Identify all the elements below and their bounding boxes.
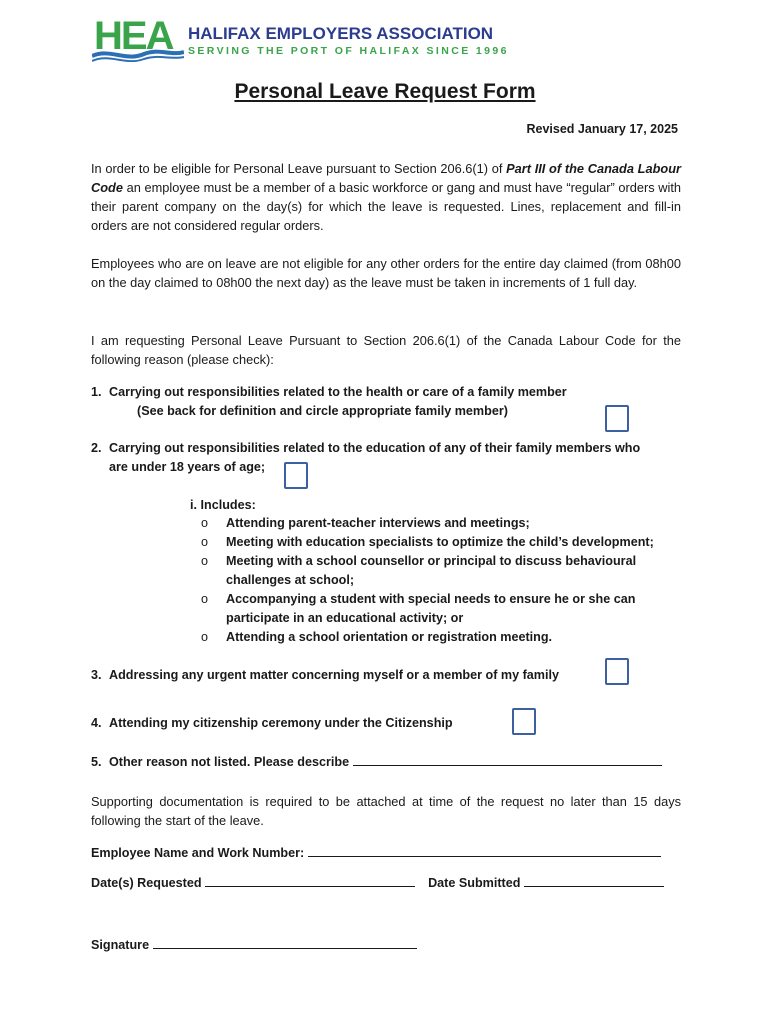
dates-row bbox=[91, 873, 664, 893]
reason-1-checkbox[interactable] bbox=[605, 405, 629, 432]
bullet-mark: o bbox=[201, 592, 209, 606]
reason-3-checkbox[interactable] bbox=[605, 658, 629, 685]
reason-1 bbox=[91, 383, 567, 421]
reason-text: Carrying out responsibilities related to the education of any of their family members who bbox=[109, 441, 641, 455]
labour-code-ref: Part III of the Canada Labour Code bbox=[91, 161, 682, 195]
reason-number: 2. bbox=[91, 441, 102, 455]
list-item-text: Meeting with education specialists to optimize the child’s development; bbox=[226, 535, 654, 549]
list-item bbox=[201, 552, 691, 590]
reason-number: 3. bbox=[91, 668, 102, 682]
reason-note: (See back for definition and circle appropriate family member) bbox=[137, 404, 508, 418]
reason-2-checkbox[interactable] bbox=[284, 462, 308, 489]
includes-list bbox=[201, 514, 691, 647]
reason-4 bbox=[91, 714, 453, 733]
other-reason-field[interactable] bbox=[353, 752, 662, 766]
hea-logo bbox=[92, 12, 184, 62]
reason-5 bbox=[91, 752, 662, 772]
reason-4-checkbox[interactable] bbox=[512, 708, 536, 735]
signature-field[interactable] bbox=[153, 935, 417, 949]
dates-requested-field[interactable] bbox=[205, 873, 415, 887]
intro-text-a: In order to be eligible for Personal Leave pursuant to Section 206.6(1) of bbox=[91, 161, 507, 176]
includes-label: i. Includes: bbox=[190, 498, 256, 512]
list-item bbox=[201, 590, 691, 628]
list-item bbox=[201, 514, 691, 533]
reason-number: 5. bbox=[91, 755, 102, 769]
org-lockup bbox=[188, 24, 509, 58]
reason-text: Addressing any urgent matter concerning myself or a member of my family bbox=[109, 668, 559, 682]
signature-label: Signature bbox=[91, 938, 150, 952]
employee-name-field[interactable] bbox=[308, 843, 661, 857]
list-item-text: Meeting with a school counsellor or principal to discuss behavioural challenges at school; bbox=[226, 554, 637, 587]
reason-number: 1. bbox=[91, 385, 102, 399]
reason-text-cont: are under 18 years of age; bbox=[109, 460, 266, 474]
bullet-mark: o bbox=[201, 630, 209, 644]
intro-request: I am requesting Personal Leave Pursuant to Section 206.6(1) of the Canada Labour Code for the following reason (please check): bbox=[91, 333, 681, 367]
date-submitted-label: Date Submitted bbox=[428, 876, 521, 890]
list-item-text: Attending parent-teacher interviews and meetings; bbox=[226, 516, 530, 530]
reason-text: Attending my citizenship ceremony under the Citizenship bbox=[109, 716, 453, 730]
reason-text: Other reason not listed. Please describe bbox=[109, 755, 350, 769]
form-title: Personal Leave Request Form bbox=[234, 80, 536, 103]
employee-name-label: Employee Name and Work Number: bbox=[91, 846, 305, 860]
intro-eligibility bbox=[91, 159, 681, 235]
dates-requested-label: Date(s) Requested bbox=[91, 876, 202, 890]
org-tagline: SERVING THE PORT OF HALIFAX SINCE 1996 bbox=[188, 45, 509, 57]
list-item bbox=[201, 628, 691, 647]
org-name: HALIFAX EMPLOYERS ASSOCIATION bbox=[188, 24, 494, 43]
letterhead bbox=[92, 12, 509, 62]
revised-date: Revised January 17, 2025 bbox=[526, 122, 678, 136]
reason-text: Carrying out responsibilities related to the health or care of a family member bbox=[109, 385, 567, 399]
reason-2 bbox=[91, 439, 640, 477]
supporting-docs-note: Supporting documentation is required to be attached at time of the request no later than 15 days following the start of the leave. bbox=[91, 794, 681, 828]
reason-3 bbox=[91, 666, 559, 685]
employee-name-row bbox=[91, 843, 661, 863]
list-item bbox=[201, 533, 691, 552]
bullet-mark: o bbox=[201, 535, 209, 549]
signature-row bbox=[91, 935, 417, 955]
list-item-text: Attending a school orientation or registration meeting. bbox=[226, 630, 553, 644]
intro-leave-rules: Employees who are on leave are not eligible for any other orders for the entire day claimed (from 08h00 on the day claimed to 08h00 the next day) as the leave must be taken in increments of 1 full day. bbox=[91, 256, 681, 290]
list-item-text: Accompanying a student with special needs to ensure he or she can participate in an educational activity; or bbox=[226, 592, 636, 625]
reason-number: 4. bbox=[91, 716, 102, 730]
intro-text-b: an employee must be a member of a basic workforce or gang and must have “regular” orders with their parent company on the day(s) for which the leave is requested. Lines, replacement and fill-in orders are not considered regular orders. bbox=[91, 180, 681, 233]
logo-letters: HEA bbox=[94, 14, 173, 58]
date-submitted-field[interactable] bbox=[524, 873, 664, 887]
bullet-mark: o bbox=[201, 554, 209, 568]
bullet-mark: o bbox=[201, 516, 209, 530]
